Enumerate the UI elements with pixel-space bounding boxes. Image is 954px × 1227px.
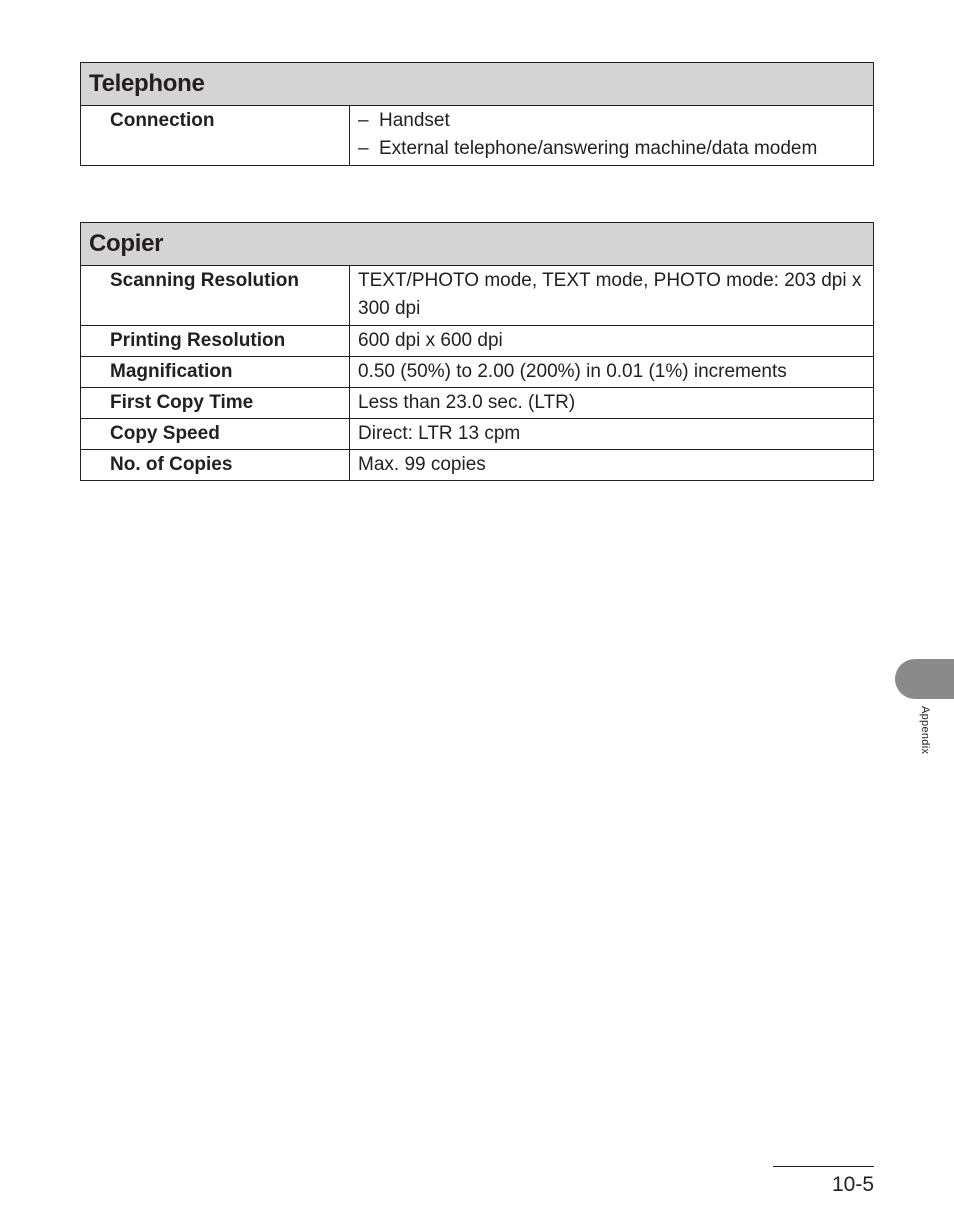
spec-value: TEXT/PHOTO mode, TEXT mode, PHOTO mode: 203 dpi x 300 dpi xyxy=(350,266,874,326)
spec-label: Copy Speed xyxy=(81,419,350,450)
spec-value: 600 dpi x 600 dpi xyxy=(350,326,874,357)
dash-marker: – xyxy=(358,138,369,159)
table-row xyxy=(81,326,874,357)
spec-value: Direct: LTR 13 cpm xyxy=(350,419,874,450)
dash-marker: – xyxy=(358,110,369,131)
appendix-tab-label: Appendix xyxy=(919,706,931,755)
table-row xyxy=(81,388,874,419)
connection-item xyxy=(358,107,865,135)
table-row xyxy=(81,450,874,481)
telephone-header-row xyxy=(81,63,874,106)
copier-section-title: Copier xyxy=(81,223,874,266)
table-row xyxy=(81,419,874,450)
appendix-thumb-tab xyxy=(895,659,954,699)
spec-label: First Copy Time xyxy=(81,388,350,419)
page-number: 10-5 xyxy=(831,1173,874,1196)
connection-item-text: External telephone/answering machine/data modem xyxy=(379,138,818,159)
telephone-section-title: Telephone xyxy=(81,63,874,106)
connection-label: Connection xyxy=(81,106,350,166)
spec-value: Max. 99 copies xyxy=(350,450,874,481)
spec-label: No. of Copies xyxy=(81,450,350,481)
table-row xyxy=(81,266,874,326)
copier-header-row xyxy=(81,223,874,266)
spec-label: Magnification xyxy=(81,357,350,388)
spec-value: 0.50 (50%) to 2.00 (200%) in 0.01 (1%) increments xyxy=(350,357,874,388)
table-row xyxy=(81,357,874,388)
connection-item xyxy=(358,135,865,163)
footer-divider xyxy=(773,1166,874,1167)
connection-item-text: Handset xyxy=(379,110,450,131)
connection-value xyxy=(350,106,874,166)
table-row xyxy=(81,106,874,166)
telephone-spec-table xyxy=(80,62,874,166)
copier-spec-table xyxy=(80,222,874,481)
spec-label: Scanning Resolution xyxy=(81,266,350,326)
spec-value: Less than 23.0 sec. (LTR) xyxy=(350,388,874,419)
spec-label: Printing Resolution xyxy=(81,326,350,357)
